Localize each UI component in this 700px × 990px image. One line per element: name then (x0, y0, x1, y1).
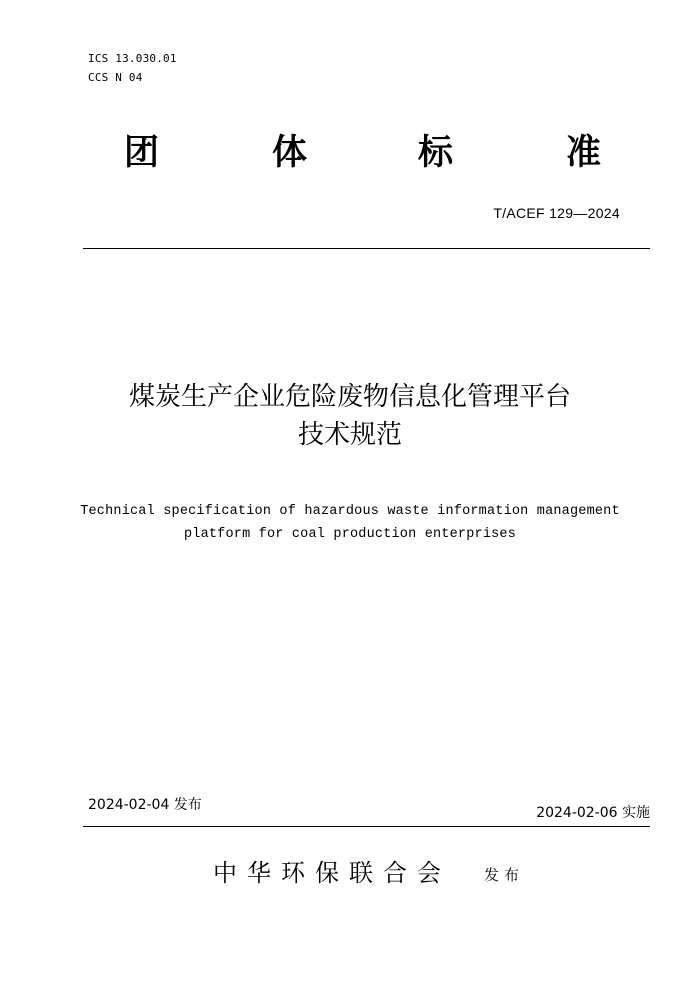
standard-type-char: 团 (124, 133, 160, 173)
ics-code: ICS 13.030.01 (88, 52, 177, 65)
publisher-name: 中华环保联合会 (213, 859, 451, 887)
standard-type-heading (0, 130, 700, 180)
publisher (0, 858, 700, 890)
standard-type-char: 准 (566, 133, 602, 173)
chinese-title-line-1: 煤炭生产企业危险废物信息化管理平台 (128, 382, 571, 412)
standard-type-char: 体 (272, 133, 308, 173)
effective-date: 2024-02-06 实施 (536, 805, 650, 821)
publisher-suffix: 发布 (484, 866, 525, 884)
bottom-divider (83, 826, 650, 827)
english-title (0, 500, 700, 546)
publish-date: 2024-02-04 发布 (88, 797, 202, 813)
chinese-title (0, 378, 700, 454)
english-title-line-1: Technical specification of hazardous waste information management (80, 504, 620, 519)
standard-type-char: 标 (418, 133, 454, 173)
english-title-line-2: platform for coal production enterprises (183, 527, 517, 542)
ccs-code: CCS N 04 (88, 71, 143, 84)
chinese-title-line-2: 技术规范 (297, 420, 402, 450)
top-divider (83, 248, 650, 249)
standard-number: T/ACEF 129—2024 (493, 205, 620, 221)
